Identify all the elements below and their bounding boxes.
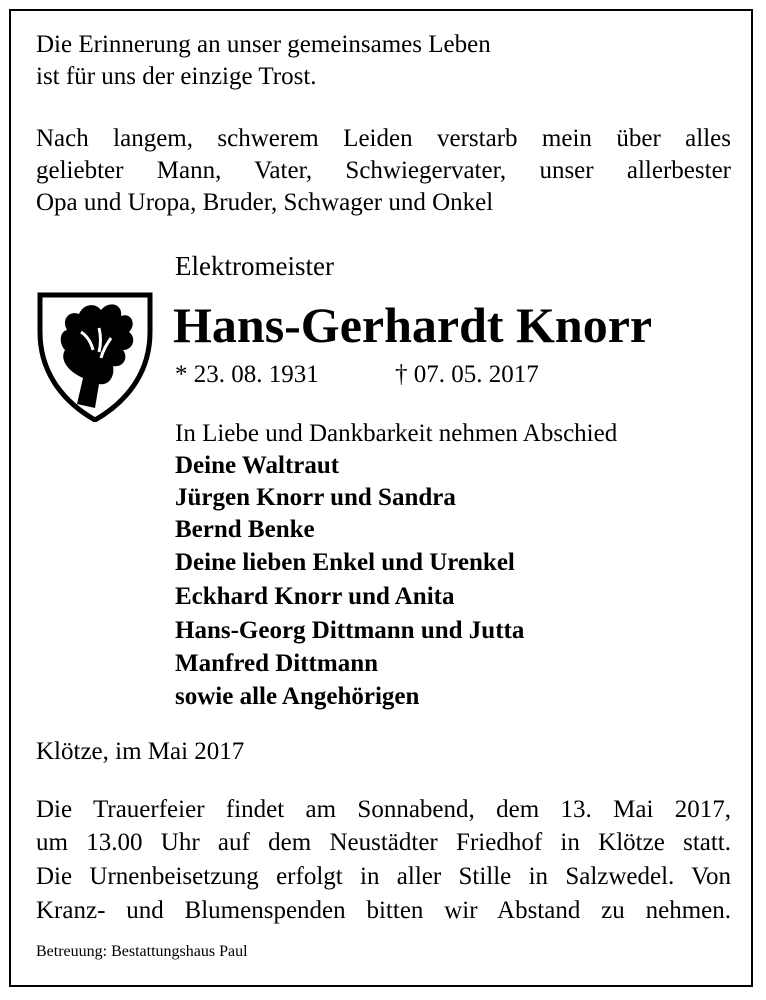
footer-undertaker: Betreuung: Bestattungshaus Paul: [36, 943, 248, 960]
birth-date: * 23. 08. 1931: [175, 361, 319, 388]
funeral-line-3: Die Urnenbeisetzung erfolgt in aller Stille in Salzwedel. Von: [36, 863, 731, 890]
announcement-line-3: Opa und Uropa, Bruder, Schwager und Onkel: [36, 189, 494, 216]
mourner-name: Eckhard Knorr und Anita: [175, 583, 455, 610]
mourners-intro: In Liebe und Dankbarkeit nehmen Abschied: [175, 420, 618, 447]
motto-line-2: ist für uns der einzige Trost.: [36, 63, 317, 90]
funeral-line-2: um 13.00 Uhr auf dem Neustädter Friedhof in Klötze statt.: [36, 829, 731, 856]
funeral-line-1: Die Trauerfeier findet am Sonnabend, dem 13. Mai 2017,: [36, 796, 731, 823]
place-date: Klötze, im Mai 2017: [36, 738, 245, 765]
announcement-line-2: geliebter Mann, Vater, Schwiegervater, unser allerbester: [36, 157, 731, 184]
mourner-name: sowie alle Angehörigen: [175, 683, 420, 710]
mourner-name: Jürgen Knorr und Sandra: [175, 484, 456, 511]
mourner-name: Deine lieben Enkel und Urenkel: [175, 549, 515, 576]
mourner-name: Deine Waltraut: [175, 452, 340, 479]
death-date: † 07. 05. 2017: [395, 361, 539, 388]
funeral-line-4: Kranz- und Blumenspenden bitten wir Abstand zu nehmen.: [36, 897, 731, 924]
motto-line-1: Die Erinnerung an unser gemeinsames Leben: [36, 31, 491, 58]
coat-of-arms-hand-icon: [37, 292, 153, 422]
mourner-name: Bernd Benke: [175, 516, 315, 543]
announcement-line-1: Nach langem, schwerem Leiden verstarb mein über alles: [36, 125, 731, 152]
profession: Elektromeister: [175, 251, 334, 281]
mourner-name: Manfred Dittmann: [175, 650, 379, 677]
deceased-name: Hans-Gerhardt Knorr: [173, 297, 653, 353]
mourner-name: Hans-Georg Dittmann und Jutta: [175, 617, 525, 644]
